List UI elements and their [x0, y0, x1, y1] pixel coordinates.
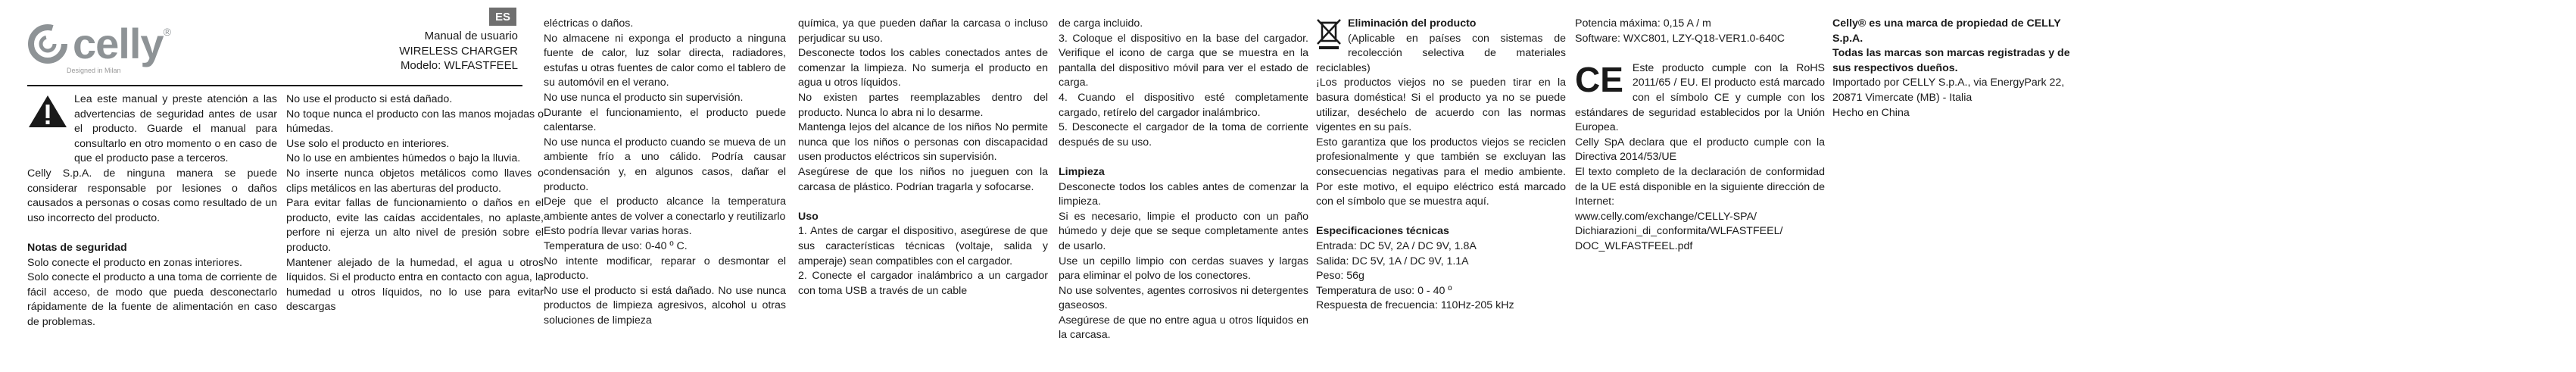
- spec-line: Temperatura de uso: 0 - 40 º: [1316, 284, 1452, 297]
- logo-registered-mark: ®: [163, 26, 171, 38]
- logo-wordmark: celly: [73, 20, 164, 67]
- column-safety-3: [544, 17, 786, 328]
- cleaning-line: Use un cepillo limpio con cerdas suaves y largas para eliminar el polvo de los conectores.: [1059, 255, 1308, 283]
- safety-line: Para evitar fallas de funcionamiento o daños en el producto, evite las caídas accidentales, no aplaste, perfore ni ejerza un alto nivel de presión sobre el producto.: [286, 197, 544, 254]
- manual-title: Manual de usuario: [424, 30, 518, 42]
- product-name: WIRELESS CHARGER: [399, 44, 518, 58]
- crossed-bin-icon: [1316, 17, 1342, 50]
- declaration-line: Celly SpA declara que el producto cumple con la Directiva 2014/53/UE: [1575, 136, 1825, 164]
- safety-line: química, ya que pueden dañar la carcasa o incluso perjudicar su uso.: [798, 17, 1048, 45]
- safety-line: Esto podría llevar varias horas.: [544, 225, 692, 238]
- intro-text-wrap: Lea este manual y preste atención a las advertencias de seguridad antes de usar el producto. Guarde el manual para consultarlo en otro momento o en caso de que el producto pase a terceros.: [74, 93, 277, 165]
- ce-block: [1575, 61, 1825, 136]
- liability-text: Celly S.p.A. de ninguna manera se puede considerar responsable por lesiones o daños causados a personas o cosas como resultado de un uso incorrecto del producto.: [27, 167, 277, 224]
- address-line: 20871 Vimercate (MB) - Italia: [1832, 91, 1973, 104]
- disposal-line: ¡Los productos viejos no se pueden tirar en la basura doméstica! Si el producto ya no se puede utilizar, deséchelo de acuerdo con las normas vigentes en su país.: [1316, 77, 1566, 134]
- declaration-url[interactable]: www.celly.com/exchange/CELLY-SPA/ Dichiarazioni_di_conformita/WLFASTFEEL/ DOC_WLFASTFEEL.pdf: [1575, 210, 1783, 252]
- column-use: [798, 17, 1048, 299]
- use-step: 4. Cuando el dispositivo esté completamente cargado, retírelo del cargador inalámbrico.: [1059, 91, 1308, 119]
- spec-line: Salida: DC 5V, 1A / DC 9V, 1.1A: [1316, 255, 1469, 267]
- safety-line: Temperatura de uso: 0-40 º C.: [544, 239, 688, 252]
- software-line: Software: WXC801, LZY-Q18-VER1.0-640C: [1575, 32, 1785, 45]
- column-safety-2: [286, 92, 544, 315]
- power-line: Potencia máxima: 0,15 A / m: [1575, 17, 1711, 30]
- column-intro: [27, 92, 277, 330]
- use-heading: Uso: [798, 210, 819, 223]
- logo-tagline: Designed in Milan: [67, 67, 121, 74]
- use-step: 1. Antes de cargar el dispositivo, asegúrese de que sus características técnicas (voltaje, salida y amperaje) sean compatibles con el cargador.: [798, 225, 1048, 267]
- safety-line: No toque nunca el producto con las manos mojadas o húmedas.: [286, 108, 544, 136]
- disposal-line: Esto garantiza que los productos viejos se reciclen profesionalmente y que también se excluyan las consecuencias negativas para el medio ambiente. Por este motivo, el equipo eléctrico está marcado con el símbolo que se muestra aquí.: [1316, 136, 1566, 208]
- column-disposal-specs: [1316, 17, 1566, 314]
- safety-paragraph-2: Solo conecte el producto a una toma de corriente de fácil acceso, de modo que pueda desconectarlo rápidamente de la fuente de alimentación en caso de problemas.: [27, 271, 277, 328]
- spec-line: Entrada: DC 5V, 2A / DC 9V, 1.8A: [1316, 239, 1477, 252]
- safety-line: Asegúrese de que los niños no jueguen con la carcasa de plástico. Podrían tragarla y sofocarse.: [798, 165, 1048, 193]
- header-divider: [27, 85, 522, 86]
- importer-line: Importado por CELLY S.p.A., via EnergyPark 22,: [1832, 77, 2065, 89]
- use-step: 2. Conecte el cargador inalámbrico a un cargador con toma USB a través de un cable: [798, 270, 1048, 297]
- celly-swirl-icon: [27, 23, 68, 64]
- trademark-line: Celly® es una marca de propiedad de CELLY S.p.A.: [1832, 17, 2061, 45]
- safety-line: Mantener alejado de la humedad, el agua u otros líquidos. Si el producto entra en contacto con agua, la humedad u otros líquidos, no lo use para evitar descargas: [286, 256, 544, 314]
- disposal-heading: Eliminación del producto: [1348, 17, 1477, 30]
- safety-line: No almacene ni exponga el producto a ninguna fuente de calor, luz solar directa, radiadores, estufas u otras fuentes de calor como el tablero de su automóvil en el verano.: [544, 32, 786, 89]
- ce-mark-icon: CE: [1575, 59, 1623, 99]
- safety-line: No existen partes reemplazables dentro del producto. Nunca lo abra ni lo desarme.: [798, 91, 1048, 119]
- made-in-line: Hecho en China: [1832, 106, 1910, 119]
- model-name: Modelo: WLFASTFEEL: [400, 59, 518, 73]
- safety-line: Desconecte todos los cables conectados antes de comenzar la limpieza. No sumerja el producto en agua u otros líquidos.: [798, 47, 1048, 89]
- safety-line: Deje que el producto alcance la temperatura ambiente antes de volver a conectarlo y reutilizarlo: [544, 195, 786, 223]
- safety-line: No inserte nunca objetos metálicos como llaves o clips metálicos en las aberturas del producto.: [286, 167, 544, 195]
- cleaning-heading: Limpieza: [1059, 165, 1105, 178]
- safety-line: No lo use en ambientes húmedos o bajo la lluvia.: [286, 152, 521, 165]
- safety-line: No use nunca el producto cuando se mueva de un ambiente frío a uno cálido. Podría causar condensación y, en algunos casos, dañar el producto.: [544, 136, 786, 193]
- warning-icon: [27, 94, 68, 129]
- safety-line: Mantenga lejos del alcance de los niños No permite nunca que los niños o personas con discapacidad usen productos eléctricos sin supervisión.: [798, 121, 1048, 164]
- safety-line: No use nunca el producto sin supervisión.: [544, 91, 744, 104]
- safety-line: No use el producto si está dañado.: [286, 93, 453, 105]
- column-trademark: [1832, 17, 2082, 120]
- use-step: 5. Desconecte el cargador de la toma de corriente después de su uso.: [1059, 121, 1308, 148]
- use-step: de carga incluido.: [1059, 17, 1143, 30]
- ce-text: Este producto cumple con la RoHS 2011/65 / EU. El producto está marcado con el símbolo CE y cumple con los estándares de seguridad establecidos por la Unión Europea.: [1575, 61, 1825, 134]
- column-compliance: [1575, 17, 1825, 255]
- cleaning-line: Desconecte todos los cables antes de comenzar la limpieza.: [1059, 180, 1308, 208]
- safety-paragraph-1: Solo conecte el producto en zonas interiores.: [27, 256, 242, 269]
- safety-line: No use el producto si está dañado. No use nunca productos de limpieza agresivos, alcohol u otras soluciones de limpieza: [544, 284, 786, 327]
- safety-line: Durante el funcionamiento, el producto puede calentarse.: [544, 106, 786, 134]
- specs-heading: Especificaciones técnicas: [1316, 225, 1449, 238]
- celly-logo: [27, 20, 171, 67]
- disposal-subtitle: (Aplicable en países con sistemas de recolección selectiva de materiales reciclables): [1316, 32, 1566, 74]
- trademark-line: Todas las marcas son marcas registradas y de sus respectivos dueños.: [1832, 47, 2070, 74]
- manual-title-block: [321, 29, 518, 73]
- safety-line: No intente modificar, reparar o desmontar el producto.: [544, 255, 786, 283]
- spec-line: Respuesta de frecuencia: 110Hz-205 kHz: [1316, 299, 1514, 312]
- language-badge: ES: [489, 8, 516, 26]
- cleaning-line: Asegúrese de que no entre agua u otros líquidos en la carcasa.: [1059, 314, 1308, 342]
- cleaning-line: Si es necesario, limpie el producto con un paño húmedo y deje que se seque completamente antes de usarlo.: [1059, 210, 1308, 252]
- use-step: 3. Coloque el dispositivo en la base del cargador. Verifique el icono de carga que se muestra en la pantalla del dispositivo móvil para ver el estado de carga.: [1059, 32, 1308, 89]
- safety-line: eléctricas o daños.: [544, 17, 634, 30]
- full-text-line: El texto completo de la declaración de conformidad de la UE está disponible en la siguiente dirección de Internet:: [1575, 165, 1825, 208]
- column-cleaning: [1059, 17, 1308, 343]
- safety-line: Use solo el producto en interiores.: [286, 137, 450, 150]
- safety-heading: Notas de seguridad: [27, 241, 127, 254]
- spec-line: Peso: 56g: [1316, 270, 1364, 283]
- cleaning-line: No use solventes, agentes corrosivos ni detergentes gaseosos.: [1059, 284, 1308, 312]
